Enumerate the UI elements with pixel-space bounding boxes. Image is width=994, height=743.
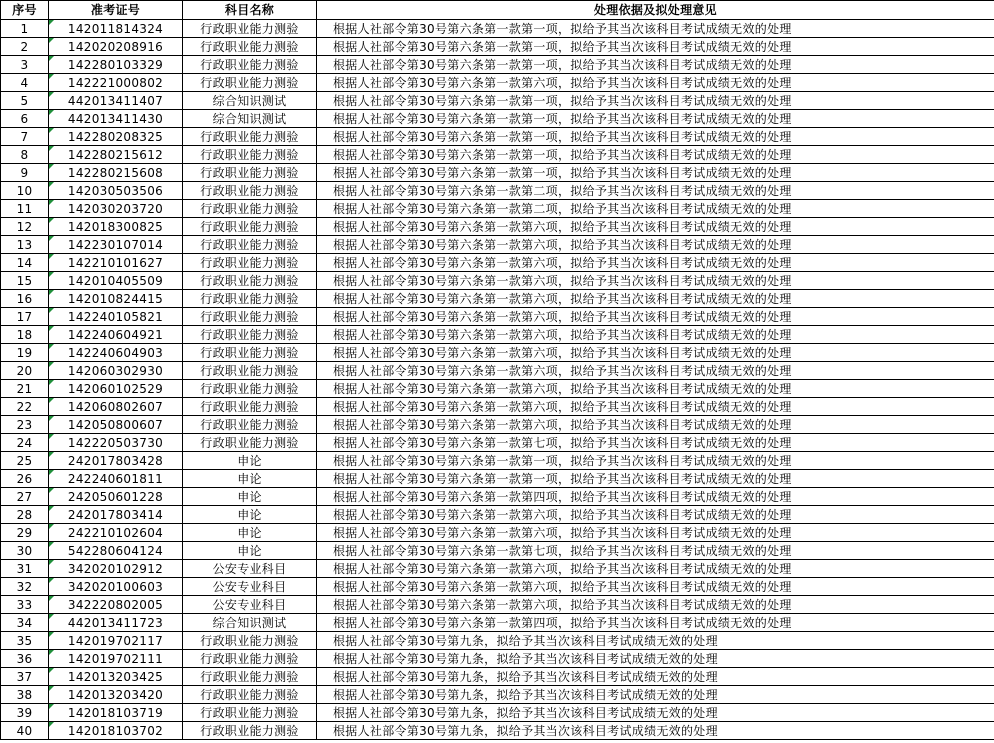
reason-cell[interactable]: 根据人社部令第30号第六条第一款第六项，拟给予其当次该科目考试成绩无效的处理 — [317, 254, 994, 272]
table-row — [1, 92, 994, 110]
row-seq-cell[interactable]: 17 — [1, 308, 49, 326]
row-seq-cell[interactable]: 18 — [1, 326, 49, 344]
table-row — [1, 434, 994, 452]
row-seq-cell[interactable]: 23 — [1, 416, 49, 434]
table-row — [1, 38, 994, 56]
exam-id-cell[interactable]: 142060102529 — [49, 380, 183, 398]
reason-cell[interactable]: 根据人社部令第30号第六条第一款第一项，拟给予其当次该科目考试成绩无效的处理 — [317, 38, 994, 56]
reason-cell[interactable]: 根据人社部令第30号第六条第一款第六项，拟给予其当次该科目考试成绩无效的处理 — [317, 218, 994, 236]
row-seq-cell[interactable]: 24 — [1, 434, 49, 452]
row-seq-cell[interactable]: 15 — [1, 272, 49, 290]
subject-cell[interactable]: 行政职业能力测验 — [183, 254, 317, 272]
reason-cell[interactable]: 根据人社部令第30号第六条第一款第七项，拟给予其当次该科目考试成绩无效的处理 — [317, 434, 994, 452]
subject-cell[interactable]: 行政职业能力测验 — [183, 308, 317, 326]
subject-cell[interactable]: 行政职业能力测验 — [183, 236, 317, 254]
table-row — [1, 686, 994, 704]
subject-cell[interactable]: 行政职业能力测验 — [183, 128, 317, 146]
reason-cell[interactable]: 根据人社部令第30号第六条第一款第一项，拟给予其当次该科目考试成绩无效的处理 — [317, 452, 994, 470]
table-row — [1, 56, 994, 74]
exam-id-cell[interactable]: 142019702111 — [49, 650, 183, 668]
reason-cell[interactable]: 根据人社部令第30号第六条第一款第六项，拟给予其当次该科目考试成绩无效的处理 — [317, 578, 994, 596]
row-seq-cell[interactable]: 4 — [1, 74, 49, 92]
table-row — [1, 704, 994, 722]
exam-id-cell[interactable]: 142050800607 — [49, 416, 183, 434]
subject-cell[interactable]: 行政职业能力测验 — [183, 20, 317, 38]
row-seq-cell[interactable]: 22 — [1, 398, 49, 416]
table-row — [1, 272, 994, 290]
table-row — [1, 560, 994, 578]
subject-cell[interactable]: 公安专业科目 — [183, 578, 317, 596]
exam-id-cell[interactable]: 242210102604 — [49, 524, 183, 542]
table-row — [1, 470, 994, 488]
exam-id-cell[interactable]: 342020102912 — [49, 560, 183, 578]
subject-cell[interactable]: 申论 — [183, 506, 317, 524]
row-seq-cell[interactable]: 1 — [1, 20, 49, 38]
header-row — [1, 1, 994, 20]
exam-id-cell[interactable]: 142280215608 — [49, 164, 183, 182]
reason-cell[interactable]: 根据人社部令第30号第九条，拟给予其当次该科目考试成绩无效的处理 — [317, 704, 994, 722]
subject-cell[interactable]: 行政职业能力测验 — [183, 38, 317, 56]
subject-cell[interactable]: 综合知识测试 — [183, 92, 317, 110]
table-row — [1, 452, 994, 470]
reason-cell[interactable]: 根据人社部令第30号第六条第一款第七项，拟给予其当次该科目考试成绩无效的处理 — [317, 542, 994, 560]
exam-id-cell[interactable]: 142221000802 — [49, 74, 183, 92]
subject-cell[interactable]: 行政职业能力测验 — [183, 56, 317, 74]
exam-id-cell[interactable]: 142010824415 — [49, 290, 183, 308]
subject-cell[interactable]: 行政职业能力测验 — [183, 650, 317, 668]
exam-id-cell[interactable]: 142240105821 — [49, 308, 183, 326]
reason-cell[interactable]: 根据人社部令第30号第六条第一款第六项，拟给予其当次该科目考试成绩无效的处理 — [317, 236, 994, 254]
subject-cell[interactable]: 综合知识测试 — [183, 110, 317, 128]
row-seq-cell[interactable]: 21 — [1, 380, 49, 398]
exam-id-cell[interactable]: 542280604124 — [49, 542, 183, 560]
exam-id-cell[interactable]: 142030503506 — [49, 182, 183, 200]
subject-cell[interactable]: 行政职业能力测验 — [183, 74, 317, 92]
row-seq-cell[interactable]: 6 — [1, 110, 49, 128]
header-subject[interactable]: 科目名称 — [183, 1, 317, 20]
table-row — [1, 326, 994, 344]
row-seq-cell[interactable]: 7 — [1, 128, 49, 146]
reason-cell[interactable]: 根据人社部令第30号第六条第一款第一项，拟给予其当次该科目考试成绩无效的处理 — [317, 110, 994, 128]
row-seq-cell[interactable]: 8 — [1, 146, 49, 164]
subject-cell[interactable]: 行政职业能力测验 — [183, 632, 317, 650]
table-row — [1, 308, 994, 326]
table-row — [1, 596, 994, 614]
reason-cell[interactable]: 根据人社部令第30号第六条第一款第六项，拟给予其当次该科目考试成绩无效的处理 — [317, 416, 994, 434]
header-seq[interactable]: 序号 — [1, 1, 49, 20]
header-exam-id[interactable]: 准考证号 — [49, 1, 183, 20]
subject-cell[interactable]: 行政职业能力测验 — [183, 146, 317, 164]
subject-cell[interactable]: 行政职业能力测验 — [183, 668, 317, 686]
table-row — [1, 362, 994, 380]
table-row — [1, 632, 994, 650]
subject-cell[interactable]: 申论 — [183, 542, 317, 560]
reason-cell[interactable]: 根据人社部令第30号第六条第一款第六项，拟给予其当次该科目考试成绩无效的处理 — [317, 272, 994, 290]
table-row — [1, 20, 994, 38]
row-seq-cell[interactable]: 34 — [1, 614, 49, 632]
row-seq-cell[interactable]: 13 — [1, 236, 49, 254]
header-reason[interactable]: 处理依据及拟处理意见 — [317, 1, 994, 20]
table-row — [1, 650, 994, 668]
exam-id-cell[interactable]: 142018103702 — [49, 722, 183, 740]
exam-id-cell[interactable]: 142020208916 — [49, 38, 183, 56]
exam-id-cell[interactable]: 342220802005 — [49, 596, 183, 614]
subject-cell[interactable]: 行政职业能力测验 — [183, 362, 317, 380]
exam-id-cell[interactable]: 142060802607 — [49, 398, 183, 416]
exam-id-cell[interactable]: 142220503730 — [49, 434, 183, 452]
reason-cell[interactable]: 根据人社部令第30号第六条第一款第二项，拟给予其当次该科目考试成绩无效的处理 — [317, 200, 994, 218]
table-row — [1, 218, 994, 236]
subject-cell[interactable]: 行政职业能力测验 — [183, 380, 317, 398]
subject-cell[interactable]: 申论 — [183, 524, 317, 542]
subject-cell[interactable]: 行政职业能力测验 — [183, 290, 317, 308]
reason-cell[interactable]: 根据人社部令第30号第六条第一款第四项，拟给予其当次该科目考试成绩无效的处理 — [317, 614, 994, 632]
subject-cell[interactable]: 行政职业能力测验 — [183, 686, 317, 704]
row-seq-cell[interactable]: 30 — [1, 542, 49, 560]
reason-cell[interactable]: 根据人社部令第30号第九条，拟给予其当次该科目考试成绩无效的处理 — [317, 686, 994, 704]
subject-cell[interactable]: 行政职业能力测验 — [183, 326, 317, 344]
reason-cell[interactable]: 根据人社部令第30号第六条第一款第六项，拟给予其当次该科目考试成绩无效的处理 — [317, 362, 994, 380]
table-row — [1, 164, 994, 182]
table-row — [1, 614, 994, 632]
table-row — [1, 506, 994, 524]
subject-cell[interactable]: 行政职业能力测验 — [183, 398, 317, 416]
row-seq-cell[interactable]: 19 — [1, 344, 49, 362]
reason-cell[interactable]: 根据人社部令第30号第六条第一款第六项，拟给予其当次该科目考试成绩无效的处理 — [317, 398, 994, 416]
exam-id-cell[interactable]: 142030203720 — [49, 200, 183, 218]
exam-id-cell[interactable]: 142280103329 — [49, 56, 183, 74]
subject-cell[interactable]: 行政职业能力测验 — [183, 416, 317, 434]
table-row — [1, 344, 994, 362]
row-seq-cell[interactable]: 14 — [1, 254, 49, 272]
table-row — [1, 524, 994, 542]
table-row — [1, 128, 994, 146]
row-seq-cell[interactable]: 35 — [1, 632, 49, 650]
row-seq-cell[interactable]: 12 — [1, 218, 49, 236]
subject-cell[interactable]: 行政职业能力测验 — [183, 200, 317, 218]
row-seq-cell[interactable]: 38 — [1, 686, 49, 704]
row-seq-cell[interactable]: 16 — [1, 290, 49, 308]
exam-id-cell[interactable]: 142240604903 — [49, 344, 183, 362]
exam-id-cell[interactable]: 242017803414 — [49, 506, 183, 524]
row-seq-cell[interactable]: 9 — [1, 164, 49, 182]
subject-cell[interactable]: 申论 — [183, 488, 317, 506]
exam-id-cell[interactable]: 142010405509 — [49, 272, 183, 290]
row-seq-cell[interactable]: 27 — [1, 488, 49, 506]
reason-cell[interactable]: 根据人社部令第30号第六条第一款第六项，拟给予其当次该科目考试成绩无效的处理 — [317, 290, 994, 308]
table-row — [1, 74, 994, 92]
exam-id-cell[interactable]: 142280215612 — [49, 146, 183, 164]
table-header — [1, 1, 994, 20]
subject-cell[interactable]: 公安专业科目 — [183, 560, 317, 578]
table-row — [1, 398, 994, 416]
row-seq-cell[interactable]: 10 — [1, 182, 49, 200]
table-row — [1, 488, 994, 506]
row-seq-cell[interactable]: 25 — [1, 452, 49, 470]
exam-id-cell[interactable]: 142230107014 — [49, 236, 183, 254]
table-row — [1, 722, 994, 740]
subject-cell[interactable]: 综合知识测试 — [183, 614, 317, 632]
exam-id-cell[interactable]: 242017803428 — [49, 452, 183, 470]
exam-id-cell[interactable]: 242050601228 — [49, 488, 183, 506]
table-row — [1, 110, 994, 128]
reason-cell[interactable]: 根据人社部令第30号第六条第一款第一项，拟给予其当次该科目考试成绩无效的处理 — [317, 164, 994, 182]
table-row — [1, 146, 994, 164]
table-row — [1, 380, 994, 398]
exam-id-cell[interactable]: 142060302930 — [49, 362, 183, 380]
table-row — [1, 182, 994, 200]
reason-cell[interactable]: 根据人社部令第30号第六条第一款第六项，拟给予其当次该科目考试成绩无效的处理 — [317, 326, 994, 344]
subject-cell[interactable]: 行政职业能力测验 — [183, 164, 317, 182]
row-seq-cell[interactable]: 20 — [1, 362, 49, 380]
row-seq-cell[interactable]: 32 — [1, 578, 49, 596]
subject-cell[interactable]: 行政职业能力测验 — [183, 704, 317, 722]
reason-cell[interactable]: 根据人社部令第30号第六条第一款第二项，拟给予其当次该科目考试成绩无效的处理 — [317, 182, 994, 200]
reason-cell[interactable]: 根据人社部令第30号第六条第一款第六项，拟给予其当次该科目考试成绩无效的处理 — [317, 74, 994, 92]
table-row — [1, 668, 994, 686]
subject-cell[interactable]: 行政职业能力测验 — [183, 434, 317, 452]
table-row — [1, 236, 994, 254]
subject-cell[interactable]: 行政职业能力测验 — [183, 344, 317, 362]
subject-cell[interactable]: 行政职业能力测验 — [183, 272, 317, 290]
subject-cell[interactable]: 申论 — [183, 470, 317, 488]
subject-cell[interactable]: 申论 — [183, 452, 317, 470]
exam-id-cell[interactable]: 442013411407 — [49, 92, 183, 110]
table-row — [1, 542, 994, 560]
exam-id-cell[interactable]: 142013203425 — [49, 668, 183, 686]
exam-id-cell[interactable]: 142019702117 — [49, 632, 183, 650]
reason-cell[interactable]: 根据人社部令第30号第六条第一款第六项，拟给予其当次该科目考试成绩无效的处理 — [317, 506, 994, 524]
exam-id-cell[interactable]: 442013411430 — [49, 110, 183, 128]
row-seq-cell[interactable]: 33 — [1, 596, 49, 614]
row-seq-cell[interactable]: 5 — [1, 92, 49, 110]
table-row — [1, 578, 994, 596]
reason-cell[interactable]: 根据人社部令第30号第六条第一款第六项，拟给予其当次该科目考试成绩无效的处理 — [317, 560, 994, 578]
exam-id-cell[interactable]: 142280208325 — [49, 128, 183, 146]
exam-id-cell[interactable]: 142210101627 — [49, 254, 183, 272]
table-body — [1, 20, 994, 740]
row-seq-cell[interactable]: 40 — [1, 722, 49, 740]
reason-cell[interactable]: 根据人社部令第30号第六条第一款第一项，拟给予其当次该科目考试成绩无效的处理 — [317, 56, 994, 74]
reason-cell[interactable]: 根据人社部令第30号第六条第一款第一项，拟给予其当次该科目考试成绩无效的处理 — [317, 128, 994, 146]
exam-id-cell[interactable]: 142018300825 — [49, 218, 183, 236]
subject-cell[interactable]: 行政职业能力测验 — [183, 218, 317, 236]
reason-cell[interactable]: 根据人社部令第30号第六条第一款第六项，拟给予其当次该科目考试成绩无效的处理 — [317, 524, 994, 542]
reason-cell[interactable]: 根据人社部令第30号第六条第一款第四项，拟给予其当次该科目考试成绩无效的处理 — [317, 488, 994, 506]
exam-id-cell[interactable]: 142011814324 — [49, 20, 183, 38]
reason-cell[interactable]: 根据人社部令第30号第六条第一款第六项，拟给予其当次该科目考试成绩无效的处理 — [317, 380, 994, 398]
row-seq-cell[interactable]: 2 — [1, 38, 49, 56]
table-row — [1, 200, 994, 218]
row-seq-cell[interactable]: 26 — [1, 470, 49, 488]
row-seq-cell[interactable]: 36 — [1, 650, 49, 668]
row-seq-cell[interactable]: 37 — [1, 668, 49, 686]
subject-cell[interactable]: 行政职业能力测验 — [183, 722, 317, 740]
table-row — [1, 416, 994, 434]
exam-id-cell[interactable]: 242240601811 — [49, 470, 183, 488]
reason-cell[interactable]: 根据人社部令第30号第六条第一款第六项，拟给予其当次该科目考试成绩无效的处理 — [317, 344, 994, 362]
reason-cell[interactable]: 根据人社部令第30号第六条第一款第一项，拟给予其当次该科目考试成绩无效的处理 — [317, 92, 994, 110]
row-seq-cell[interactable]: 39 — [1, 704, 49, 722]
table-row — [1, 254, 994, 272]
exam-id-cell[interactable]: 342020100603 — [49, 578, 183, 596]
row-seq-cell[interactable]: 3 — [1, 56, 49, 74]
reason-cell[interactable]: 根据人社部令第30号第六条第一款第六项，拟给予其当次该科目考试成绩无效的处理 — [317, 308, 994, 326]
row-seq-cell[interactable]: 29 — [1, 524, 49, 542]
exam-id-cell[interactable]: 442013411723 — [49, 614, 183, 632]
reason-cell[interactable]: 根据人社部令第30号第九条，拟给予其当次该科目考试成绩无效的处理 — [317, 668, 994, 686]
reason-cell[interactable]: 根据人社部令第30号第六条第一款第六项，拟给予其当次该科目考试成绩无效的处理 — [317, 596, 994, 614]
table-row — [1, 290, 994, 308]
reason-cell[interactable]: 根据人社部令第30号第九条，拟给予其当次该科目考试成绩无效的处理 — [317, 722, 994, 740]
exam-id-cell[interactable]: 142013203420 — [49, 686, 183, 704]
reason-cell[interactable]: 根据人社部令第30号第六条第一款第一项，拟给予其当次该科目考试成绩无效的处理 — [317, 470, 994, 488]
reason-cell[interactable]: 根据人社部令第30号第六条第一款第一项，拟给予其当次该科目考试成绩无效的处理 — [317, 146, 994, 164]
subject-cell[interactable]: 行政职业能力测验 — [183, 182, 317, 200]
row-seq-cell[interactable]: 31 — [1, 560, 49, 578]
row-seq-cell[interactable]: 28 — [1, 506, 49, 524]
row-seq-cell[interactable]: 11 — [1, 200, 49, 218]
exam-id-cell[interactable]: 142018103719 — [49, 704, 183, 722]
exam-id-cell[interactable]: 142240604921 — [49, 326, 183, 344]
reason-cell[interactable]: 根据人社部令第30号第六条第一款第一项，拟给予其当次该科目考试成绩无效的处理 — [317, 20, 994, 38]
subject-cell[interactable]: 公安专业科目 — [183, 596, 317, 614]
reason-cell[interactable]: 根据人社部令第30号第九条，拟给予其当次该科目考试成绩无效的处理 — [317, 650, 994, 668]
reason-cell[interactable]: 根据人社部令第30号第九条，拟给予其当次该科目考试成绩无效的处理 — [317, 632, 994, 650]
